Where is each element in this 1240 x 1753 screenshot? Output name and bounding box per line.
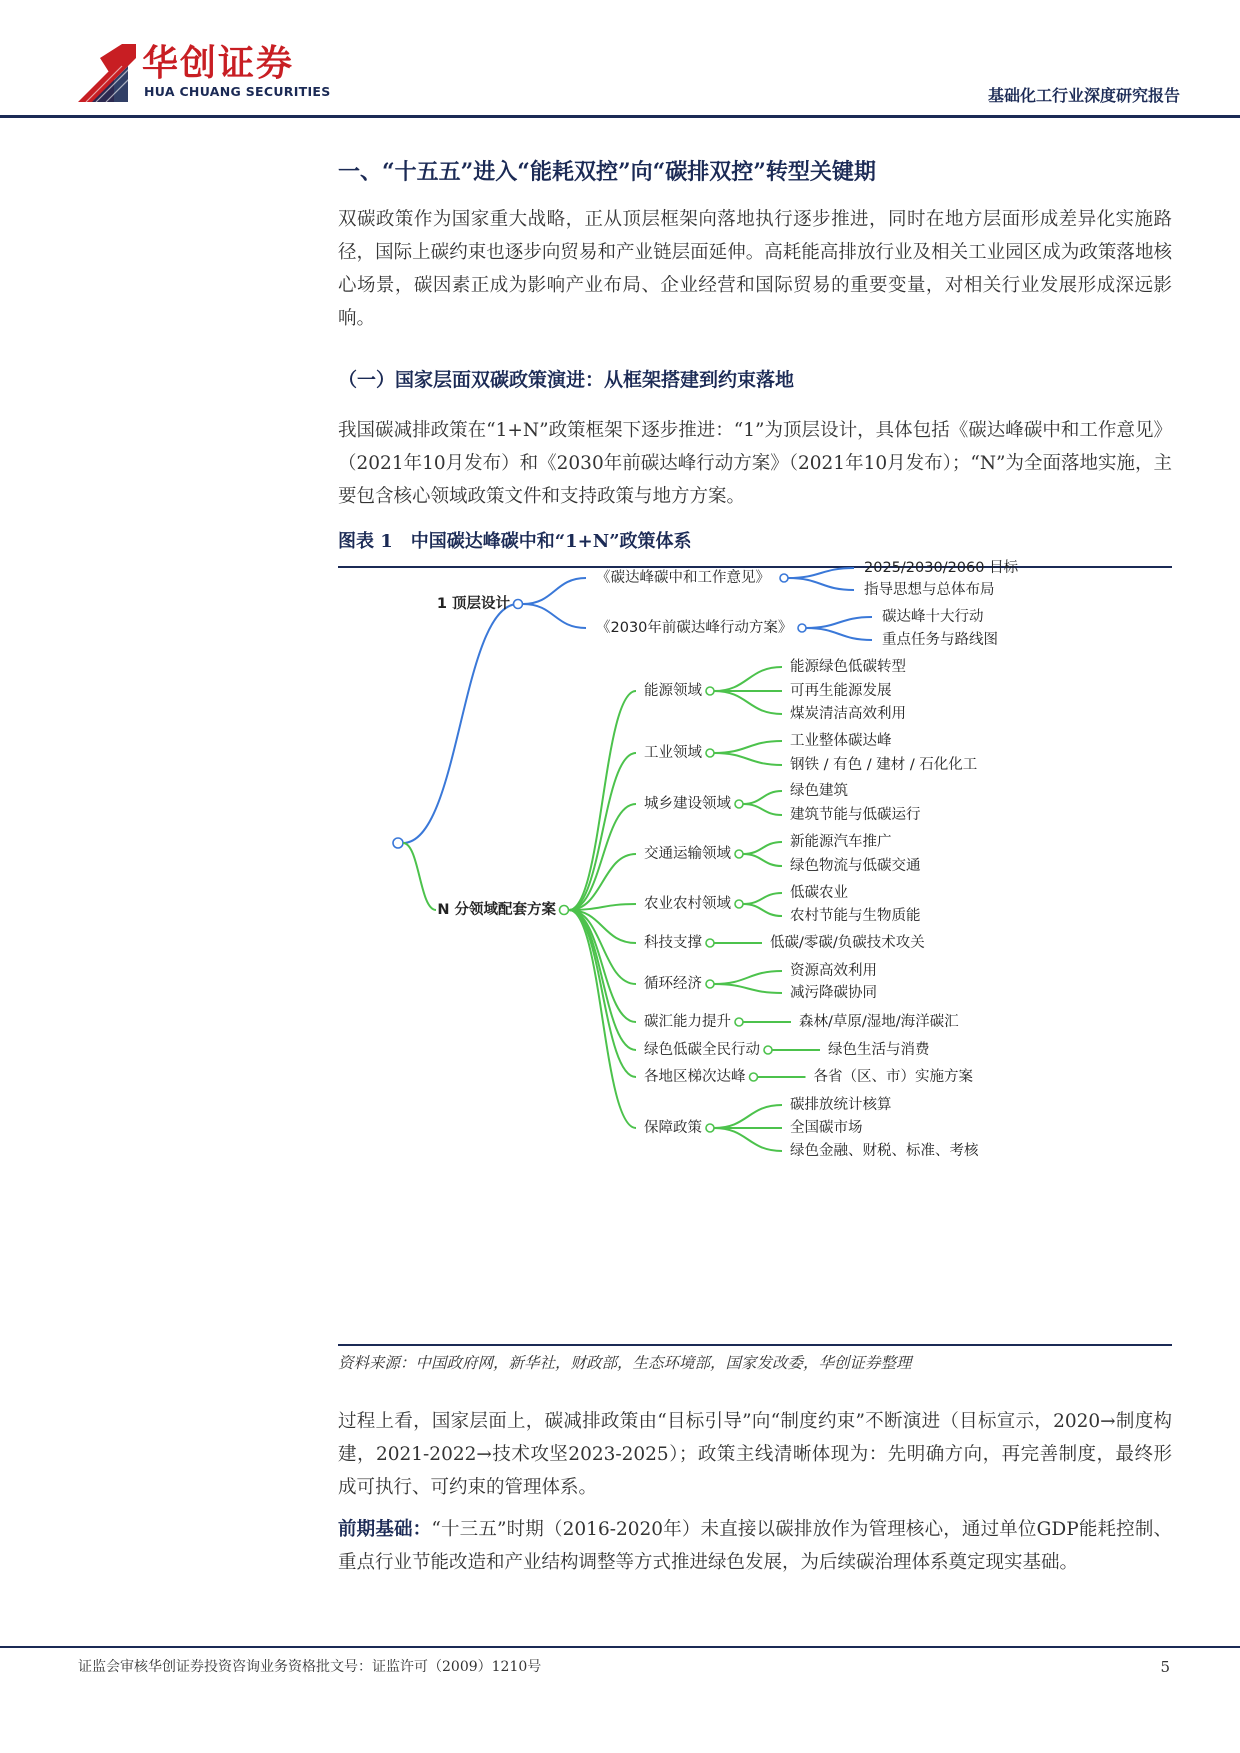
n-child-label: 科技支撑	[644, 935, 702, 951]
n-child-label: 能源领域	[644, 683, 702, 699]
n-leaf-link	[743, 791, 782, 804]
top-leaf-link	[806, 628, 872, 640]
n-leaf-label: 农村节能与生物质能	[790, 908, 921, 924]
top-child-label: 《2030年前碳达峰行动方案》	[596, 620, 793, 636]
n-child-label: 农业农村领域	[644, 896, 731, 912]
top-leaf-label: 重点任务与路线图	[882, 632, 998, 648]
foundation-paragraph	[338, 1513, 1172, 1579]
top-child-link	[523, 578, 586, 604]
n-child-label: 碳汇能力提升	[644, 1014, 731, 1030]
n-leaf-label: 资源高效利用	[790, 963, 877, 979]
logo-text-cn: 华创证券	[142, 43, 295, 84]
n-leaf-label: 钢铁 / 有色 / 建材 / 石化化工	[790, 757, 978, 773]
n-leaf-link	[714, 1105, 782, 1128]
figure-source: 资料来源：中国政府网，新华社，财政部，生态环境部，国家发改委，华创证券整理	[338, 1354, 912, 1372]
foundation-text: “十三五”时期（2016-2020年）未直接以碳排放作为管理核心，通过单位GDP能耗控制、重点行业节能改造和产业结构调整等方式推进绿色发展，为后续碳治理体系奠定现实基础。	[338, 1519, 1172, 1573]
report-type-label: 基础化工行业深度研究报告	[987, 86, 1180, 105]
top-child-label: 《碳达峰碳中和工作意见》	[596, 570, 770, 586]
n-child-label: 绿色低碳全民行动	[644, 1042, 760, 1058]
n-leaf-label: 减污降碳协同	[790, 985, 877, 1001]
n-child-label: 工业领域	[644, 745, 702, 761]
n-leaf-label: 绿色物流与低碳交通	[790, 858, 921, 874]
branch-n-node	[560, 906, 569, 915]
n-leaf-label: 工业整体碳达峰	[790, 733, 892, 749]
n-leaf-label: 低碳/零碳/负碳技术攻关	[770, 935, 925, 951]
n-leaf-label: 煤炭清洁高效利用	[790, 706, 906, 722]
n-leaf-label: 绿色生活与消费	[828, 1042, 930, 1058]
top-leaf-label: 2025/2030/2060 目标	[864, 560, 1019, 576]
top-leaf-label: 指导思想与总体布局	[864, 582, 995, 598]
intro-paragraph: 双碳政策作为国家重大战略，正从顶层框架向落地执行逐步推进，同时在地方层面形成差异化实施路径，国际上碳约束也逐步向贸易和产业链层面延伸。高耗能高排放行业及相关工业园区成为政策落地核心场景，碳因素正成为影响产业布局、企业经营和国际贸易的重要变量，对相关行业发展形成深远影响。	[338, 209, 1172, 329]
n-leaf-label: 各省（区、市）实施方案	[813, 1069, 973, 1085]
n-child-link	[569, 910, 636, 1077]
n-leaf-label: 碳排放统计核算	[790, 1097, 892, 1113]
process-paragraph: 过程上看，国家层面上，碳减排政策由“目标引导”向“制度约束”不断演进（目标宣示，2020→制度构建，2021-2022→技术攻坚2023-2025）；政策主线清晰体现为：先明确方向，再完善制度，最终形成可执行、可约束的管理体系。	[338, 1411, 1172, 1498]
branch-n-link	[403, 843, 436, 910]
n-leaf-link	[714, 971, 782, 984]
n-leaf-link	[714, 1128, 782, 1151]
n-leaf-link	[714, 667, 782, 691]
n-child-node	[706, 980, 714, 988]
logo-text-en: HUA CHUANG SECURITIES	[144, 84, 331, 99]
n-leaf-label: 可再生能源发展	[790, 683, 892, 699]
n-leaf-label: 绿色建筑	[790, 783, 848, 799]
n-leaf-link	[714, 984, 782, 993]
n-leaf-label: 绿色金融、财税、标准、考核	[790, 1143, 979, 1159]
n-child-node	[706, 687, 714, 695]
top-leaf-link	[788, 578, 854, 590]
branch-top-node	[514, 600, 523, 609]
n-leaf-label: 能源绿色低碳转型	[790, 659, 906, 675]
mindmap-root-node	[393, 838, 403, 848]
n-leaf-label: 全国碳市场	[790, 1120, 863, 1136]
header-divider	[0, 115, 1240, 118]
policy-mindmap	[338, 560, 1172, 1300]
subsection-heading: （一）国家层面双碳政策演进：从框架搭建到约束落地	[338, 369, 795, 391]
figure-top-rule	[338, 566, 1172, 568]
n-leaf-link	[714, 741, 782, 753]
n-child-label: 各地区梯次达峰	[644, 1069, 746, 1085]
policy-paragraph: 我国碳减排政策在“1+N”政策框架下逐步推进：“1”为顶层设计，具体包括《碳达峰碳中和工作意见》（2021年10月发布）和《2030年前碳达峰行动方案》（2021年10月发布）；“N”为全面落地实施，主要包含核心领域政策文件和支持政策与地方方案。	[338, 420, 1172, 507]
n-leaf-link	[743, 854, 782, 866]
n-leaf-link	[743, 904, 782, 916]
top-leaf-link	[806, 617, 872, 628]
n-child-link	[569, 910, 636, 984]
n-leaf-link	[743, 893, 782, 904]
top-child-node	[798, 624, 806, 632]
n-leaf-label: 新能源汽车推广	[790, 834, 892, 850]
n-child-node	[706, 749, 714, 757]
n-child-node	[706, 1124, 714, 1132]
n-leaf-link	[714, 753, 782, 765]
n-child-link	[569, 691, 636, 910]
n-child-node	[706, 939, 714, 947]
figure-title: 图表 1 中国碳达峰碳中和“1+N”政策体系	[338, 531, 692, 552]
top-leaf-label: 碳达峰十大行动	[882, 609, 984, 625]
n-child-label: 城乡建设领域	[644, 796, 731, 812]
n-child-node	[735, 900, 743, 908]
n-child-label: 交通运输领域	[644, 846, 731, 862]
n-leaf-label: 低碳农业	[790, 885, 848, 901]
figure-bottom-rule	[338, 1344, 1172, 1346]
footer-license: 证监会审核华创证券投资咨询业务资格批文号：证监许可（2009）1210号	[78, 1659, 542, 1675]
top-child-node	[780, 574, 788, 582]
n-leaf-label: 建筑节能与低碳运行	[790, 807, 921, 823]
foundation-lead: 前期基础：	[338, 1519, 432, 1540]
n-child-label: 循环经济	[644, 976, 702, 992]
n-leaf-label: 森林/草原/湿地/海洋碳汇	[799, 1014, 959, 1030]
n-child-label: 保障政策	[644, 1120, 702, 1136]
n-child-node	[750, 1073, 758, 1081]
footer-divider	[0, 1646, 1240, 1648]
n-child-node	[764, 1046, 772, 1054]
n-child-link	[569, 753, 636, 910]
logo-icon	[78, 44, 136, 102]
top-child-link	[523, 604, 586, 628]
top-leaf-link	[788, 568, 854, 578]
n-child-node	[735, 800, 743, 808]
n-child-node	[735, 1018, 743, 1026]
branch-top-label: 1 顶层设计	[436, 596, 510, 612]
branch-top-link	[403, 604, 518, 843]
n-child-node	[735, 850, 743, 858]
n-leaf-link	[743, 842, 782, 854]
n-leaf-link	[714, 691, 782, 714]
branch-n-label: N 分领域配套方案	[437, 902, 556, 918]
n-child-link	[569, 910, 636, 1050]
page-number: 5	[1160, 1658, 1170, 1676]
n-leaf-link	[743, 804, 782, 815]
section-heading: 一、“十五五”进入“能耗双控”向“碳排双控”转型关键期	[338, 159, 876, 185]
